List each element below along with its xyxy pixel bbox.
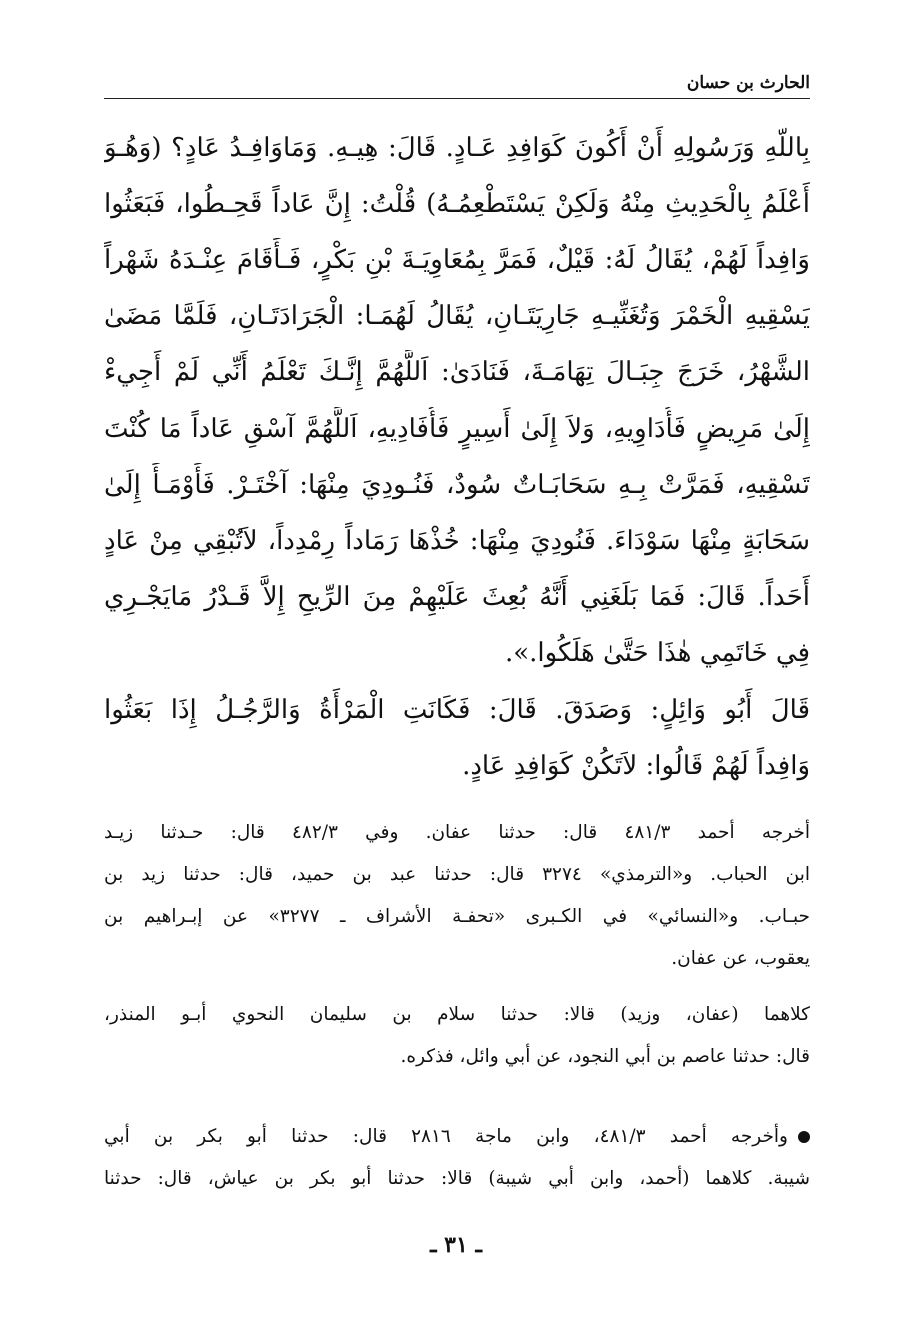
note-line: حبـاب. و«النسائي» في الكـبرى «تحفـة الأشراف ـ ٣٢٧٧» عن إبـراهيم بن (104, 906, 810, 927)
main-text-line: أَعْلَمُ بِالْحَدِيثِ مِنْهُ وَلَكِنْ يَسْتَطْعِمُـهُ) قُلْتُ: إِنَّ عَاداً قَحِـطُوا، فَبَعَثُوا (104, 189, 810, 219)
main-text-line: تَسْقِيهِ، فَمَرَّتْ بِـهِ سَحَابَـاتٌ سُودٌ، فَنُـودِيَ مِنْهَا: آخْتَـرْ. فَأَوْمَـأَ إِلَىٰ (104, 470, 810, 500)
note-line (104, 1120, 810, 1156)
main-text-line: سَحَابَةٍ مِنْهَا سَوْدَاءَ. فَنُودِيَ مِنْهَا: خُذْهَا رَمَاداً رِمْدِداً، لاَتُبْقِي مِنْ عَادٍ (104, 526, 810, 556)
running-header (104, 72, 810, 99)
main-text-line: بِاللّهِ وَرَسُولِهِ أَنْ أَكُونَ كَوَافِدِ عَـادٍ. قَالَ: هِيـهِ. وَمَاوَافِـدُ عَادٍ؟ (وَهُـوَ (104, 133, 810, 163)
note-line: كلاهما (عفان، وزيد) قالا: حدثنا سلام بن سليمان النحوي أبـو المنذر، (104, 1004, 810, 1025)
note-line: شيبة. كلاهما (أحمد، وابن أبي شيبة) قالا: حدثنا أبو بكر بن عياش، قال: حدثنا (104, 1168, 810, 1189)
main-text-line: إِلَىٰ مَرِيضٍ فَأُدَاوِيهِ، وَلاَ إِلَىٰ أَسِيرٍ فَأُفَادِيهِ، اَللَّهُمَّ آسْقِ عَاداً مَا كُنْتَ (104, 414, 810, 444)
bullet-icon (798, 1131, 810, 1143)
note-line: ابن الحباب. و«الترمذي» ٣٢٧٤ قال: حدثنا عبد بن حميد، قال: حدثنا زيد بن (104, 864, 810, 885)
note-line-text: وأخرجه أحمد ٤٨١/٣، وابن ماجة ٢٨١٦ قال: حدثنا أبو بكر بن أبي (104, 1126, 788, 1147)
note-line: أخرجه أحمد ٤٨١/٣ قال: حدثنا عفان. وفي ٤٨٢/٣ قال: حـدثنا زيـد (104, 822, 810, 843)
page-number: ـ ٣١ ـ (430, 1232, 482, 1258)
main-text-line: وَافِداً لَهُمْ، يُقَالُ لَهُ: قَيْلٌ، فَمَرَّ بِمُعَاوِيَـةَ بْنِ بَكْرٍ، فَـأَقَامَ عِنْـدَهُ شَهْراً (104, 245, 810, 275)
main-text-line: أَحَداً. قَالَ: فَمَا بَلَغَنِي أَنَّهُ بُعِثَ عَلَيْهِمْ مِنَ الرِّيحِ إِلاَّ قَـدْرُ مَايَجْـرِي (104, 582, 810, 612)
main-text-line: فِي خَاتَمِي هٰذَا حَتَّىٰ هَلَكُوا.». (504, 638, 810, 668)
main-text-line: وَافِداً لَهُمْ قَالُوا: لاَتَكُنْ كَوَافِدِ عَادٍ. (462, 751, 810, 781)
running-header-title: الحارث بن حسان (686, 73, 810, 93)
main-text-line: يَسْقِيهِ الْخَمْرَ وَتُغَنِّيـهِ جَارِيَتَـانِ، يُقَالُ لَهُمَـا: الْجَرَادَتَـانِ، فَلَمَّا مَضَىٰ (104, 301, 810, 331)
main-text-line: الشَّهْرُ، خَرَجَ جِبَـالَ تِهَامَـةَ، فَنَادَىٰ: اَللَّهُمَّ إِنَّـكَ تَعْلَمُ أَنِّي لَمْ أَجِيءْ (104, 357, 810, 387)
note-line: يعقوب، عن عفان. (671, 948, 810, 969)
note-line: قال: حدثنا عاصم بن أبي النجود، عن أبي وائل، فذكره. (400, 1046, 810, 1067)
main-text-line: قَالَ أَبُو وَائِلٍ: وَصَدَقَ. قَالَ: فَكَانَتِ الْمَرْأَةُ وَالرَّجُـلُ إِذَا بَعَثُوا (104, 695, 810, 725)
